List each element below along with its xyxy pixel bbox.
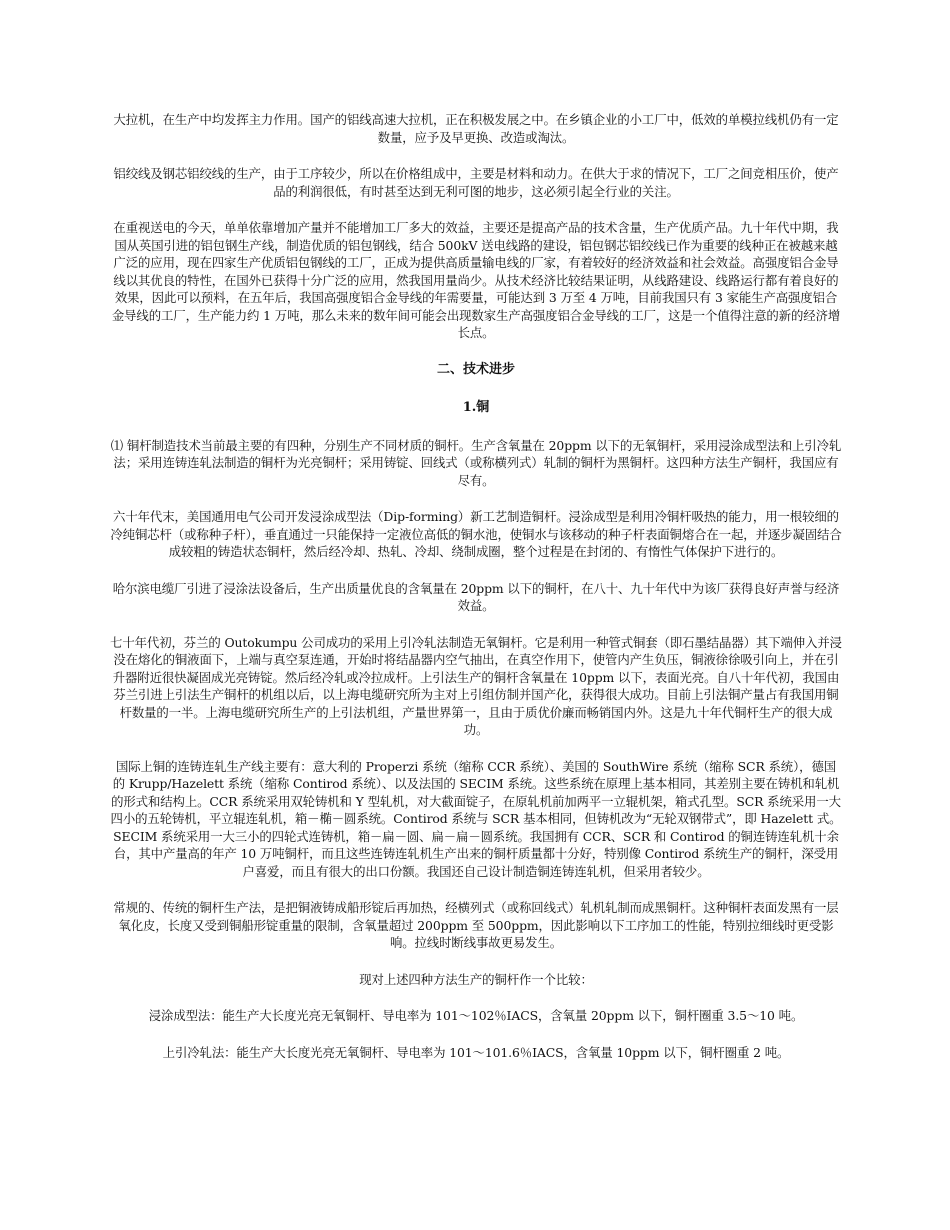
document-page — [110, 111, 842, 1080]
paragraph-copper-rod-methods: ⑴ 铜杆制造技术当前最主要的有四种，分别生产不同材质的铜杆。生产含氧量在 20ppm 以下的无氧铜杆，采用浸涂成型法和上引冷轧法；采用连铸连轧法制造的铜杆为光亮铜杆；采用铸锭、回线式（或称横列式）轧制的铜杆为黑铜杆。这四种方法生产铜杆，我国应有尽有。 — [110, 437, 842, 488]
paragraph-stranded-wire-pricing: 铝绞线及钢芯铝绞线的生产，由于工序较少，所以在价格组成中，主要是材料和动力。在供大于求的情况下，工厂之间竞相压价，使产品的利润很低，有时甚至达到无利可图的地步，这必须引起全行业的关注。 — [113, 166, 839, 199]
section-heading: 二、技术进步 — [436, 361, 515, 377]
paragraph-dip-forming: 六十年代末，美国通用电气公司开发浸涂成型法（Dip-forming）新工艺制造铜杆。浸涂成型是利用冷铜杆吸热的能力，用一根较细的冷纯铜芯杆（或称种子杆），垂直通过一只能保持一定液位高低的铜水池，使铜水与该移动的种子杆表面铜熔合在一起，并逐步凝固结合成较粗的铸造状态铜杆，然后经冷却、热轧、冷却、绕制成圈，整个过程是在封闭的、有惰性气体保护下进行的。 — [110, 509, 842, 559]
subsection-heading: 1.铜 — [462, 399, 490, 415]
paragraph-dip-forming-spec: 浸涂成型法：能生产大长度光亮无氧铜杆、导电率为 101～102％IACS，含氧量 20ppm 以下，铜杆圈重 3.5～10 吨。 — [148, 1008, 804, 1023]
paragraph-continuous-casting-rolling: 国际上铜的连铸连轧生产线主要有：意大利的 Properzi 系统（缩称 CCR 系统）、美国的 SouthWire 系统（缩称 SCR 系统），德国的 Krupp/Hazelett 系统（缩称 Contirod 系统）、以及法国的 SECIM 系统。这些系统在原理上基本相同，其差别主要在铸机和轧机的形式和结构上。CCR 系统采用双轮铸机和 Y 型轧机，对大截面锭子，在原轧机前加两平一立辊机架，箱式孔型。SCR 系统采用一大四小的五轮铸机，平立辊连轧机，箱－椭－圆系统。Contirod 系统与 SCR 基本相同，但铸机改为“无轮双钢带式”，即 Hazelett 式。SECIM 系统采用一大三小的四轮式连铸机，箱－扁－圆、扁－扁－圆系统。我国拥有 CCR、SCR 和 Contirod 的铜连铸连轧机十余台，其中产量高的年产 10 万吨铜杆，而且这些连铸连轧机生产出来的铜杆质量都十分好，特别像 Contirod 系统生产的铜杆，深受用户喜爱，而且有很大的出口份额。我国还自己设计制造铜连铸连轧机，但采用者较少。 — [110, 758, 842, 879]
paragraph-wire-drawing-machines: 大拉机，在生产中均发挥主力作用。国产的铝线高速大拉机，正在积极发展之中。在乡镇企业的小工厂中，低效的单模拉线机仍有一定数量，应予及早更换、改造或淘汰。 — [113, 112, 839, 145]
paragraph-conventional-method: 常规的、传统的铜杆生产法，是把铜液铸成船形锭后再加热，经横列式（或称回线式）轧机轧制而成黑铜杆。这种铜杆表面发黑有一层氧化皮，长度又受到铜船形锭重量的限制，含氧量超过 200ppm 至 500ppm，因此影响以下工序加工的性能，特别拉细线时更受影响。拉线时断线事故更易发生。 — [113, 900, 839, 950]
paragraph-upcast-spec: 上引冷轧法：能生产大长度光亮无氧铜杆、导电率为 101～101.6％IACS，含氧量 10ppm 以下，铜杆圈重 2 吨。 — [162, 1044, 790, 1060]
paragraph-comparison-intro: 现对上述四种方法生产的铜杆作一个比较： — [359, 971, 593, 987]
paragraph-upcast-method: 七十年代初，芬兰的 Outokumpu 公司成功的采用上引冷轧法制造无氧铜杆。它是利用一种管式铜套（即石墨结晶器）其下端伸入并浸没在熔化的铜液面下，上端与真空泵连通，开始时将结晶器内空气抽出，在真空作用下，使管内产生负压，铜液徐徐吸引向上，并在引升器附近很快凝固成光亮铸锭。然后经冷轧或冷拉成杆。上引法生产的铜杆含氧量在 10ppm 以下，表面光亮。自八十年代初，我国由芬兰引进上引法生产铜杆的机组以后，以上海电缆研究所为主对上引组仿制并国产化，获得很大成功。目前上引法铜产量占有我国用铜杆数量的一半。上海电缆研究所生产的上引法机组，产量世界第一，且由于质优价廉而畅销国内外。这是九十年代铜杆生产的很大成功。 — [110, 634, 842, 737]
paragraph-harbin-cable-plant: 哈尔滨电缆厂引进了浸涂法设备后，生产出质量优良的含氧量在 20ppm 以下的铜杆，在八十、九十年代中为该厂获得良好声誉与经济效益。 — [112, 580, 840, 613]
paragraph-product-technology: 在重视送电的今天，单单依靠增加产量并不能增加工厂多大的效益，主要还是提高产品的技术含量，生产优质产品。九十年代中期，我国从英国引进的铝包钢生产线，制造优质的铝包钢线，结合 500kV 送电线路的建设，铝包钢芯铝绞线已作为重要的线种正在被越来越广泛的应用，现在四家生产优质铝包钢线的工厂，正成为提供高质量输电线的厂家，有着较好的经济效益和社会效益。高强度铝合金导线以其优良的特性，在国外已获得十分广泛的应用，然我国用量尚少。从技术经济比较结果证明，从线路建设、线路运行都有着良好的效果，因此可以预料，在五年后，我国高强度铝合金导线的年需要量，可能达到 3 万至 4 万吨，目前我国只有 3 家能生产高强度铝合金导线的工厂，生产能力约 1 万吨，那么未来的数年间可能会出现数家生产高强度铝合金导线的工厂，这是一个值得注意的新的经济增长点。 — [111, 220, 841, 340]
